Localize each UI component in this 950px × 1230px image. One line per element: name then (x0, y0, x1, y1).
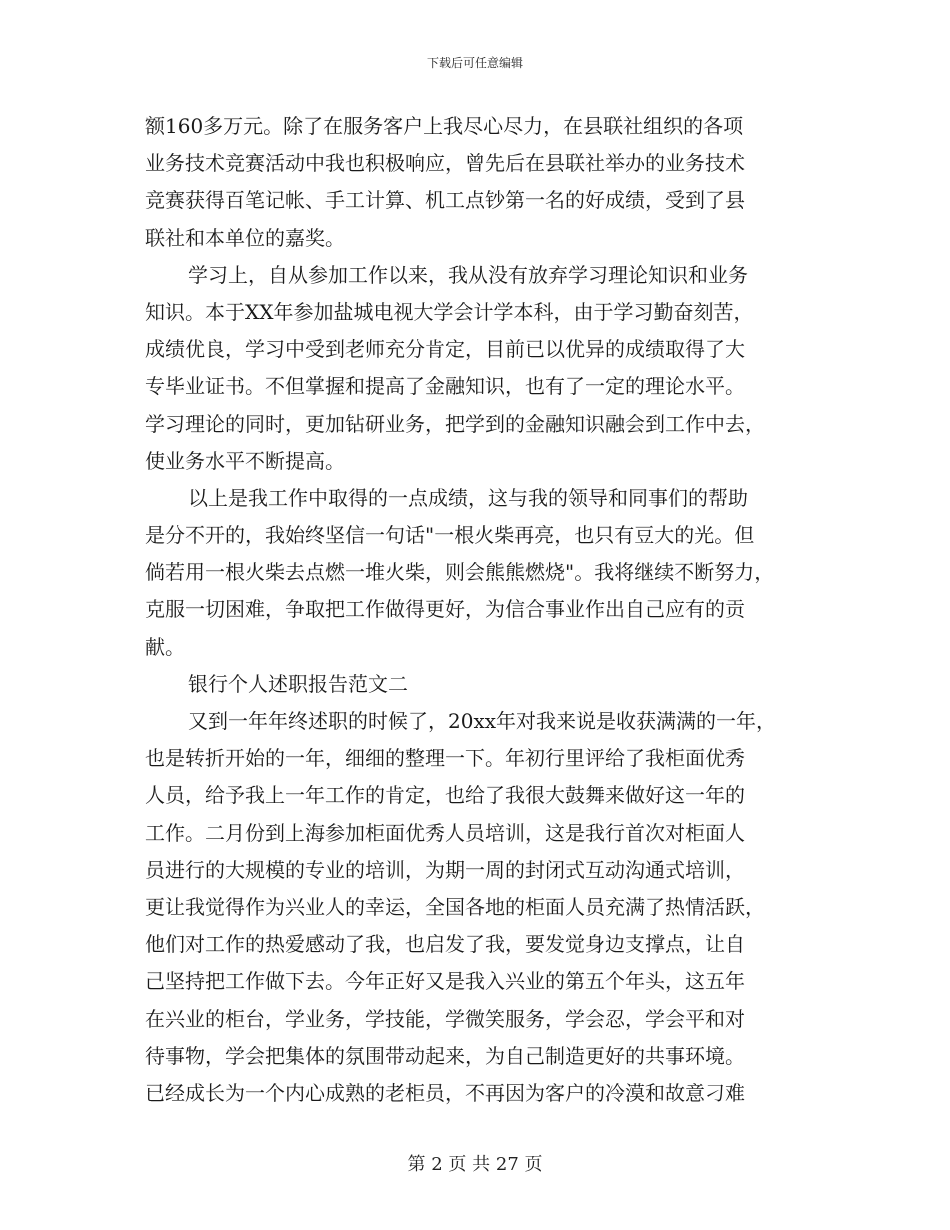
text-line: 工作。二月份到上海参加柜面优秀人员培训，这是我行首次对柜面人 (145, 820, 745, 845)
text-line: 银行个人述职报告范文二 (188, 671, 408, 696)
text-line: 人员，给予我上一年工作的肯定，也给了我很大鼓舞来做好这一年的 (145, 783, 745, 808)
footer-prefix: 第 (407, 1154, 426, 1175)
text-line: 学习上，自从参加工作以来，我从没有放弃学习理论知识和业务 (188, 262, 748, 287)
footer-suffix: 页 (524, 1154, 543, 1175)
text-line: 员进行的大规模的专业的培训，为期一周的封闭式互动沟通式培训， (145, 857, 745, 882)
text-line: 已经成长为一个内心成熟的老柜员，不再因为客户的冷漠和故意刁难 (145, 1080, 745, 1105)
text-line: 竞赛获得百笔记帐、手工计算、机工点钞第一名的好成绩，受到了县 (145, 188, 745, 213)
text-line: 也是转折开始的一年，细细的整理一下。年初行里评给了我柜面优秀 (145, 746, 745, 771)
footer-middle: 页 共 (448, 1154, 491, 1175)
footer-total-pages: 27 (495, 1154, 519, 1175)
text-line: 学习理论的同时，更加钻研业务，把学到的金融知识融会到工作中去， (145, 411, 765, 436)
document-body (145, 108, 815, 1112)
text-line: 待事物，学会把集体的氛围带动起来，为自己制造更好的共事环境。 (145, 1043, 745, 1068)
text-line: 以上是我工作中取得的一点成绩，这与我的领导和同事们的帮助 (188, 485, 748, 510)
text-line: 成绩优良，学习中受到老师充分肯定，目前已以优异的成绩取得了大 (145, 337, 745, 362)
text-line: 献。 (145, 634, 185, 659)
text-line: 他们对工作的热爱感动了我，也启发了我，要发觉身边支撑点，让自 (145, 932, 745, 957)
page-footer (0, 1150, 950, 1176)
text-line: 又到一年年终述职的时候了，20xx年对我来说是收获满满的一年， (188, 709, 777, 733)
text-line: 己坚持把工作做下去。今年正好又是我入兴业的第五个年头，这五年 (145, 969, 745, 994)
text-line: 额160多万元。除了在服务客户上我尽心尽力，在县联社组织的各项 (145, 114, 744, 138)
text-line: 使业务水平不断提高。 (145, 448, 345, 473)
text-line: 业务技术竞赛活动中我也积极响应，曾先后在县联社举办的业务技术 (145, 151, 745, 176)
page-header-note: 下载后可任意编辑 (426, 56, 523, 70)
text-line: 知识。本于XX年参加盐城电视大学会计学本科，由于学习勤奋刻苦， (145, 299, 754, 324)
text-line: 倘若用一根火柴去点燃一堆火柴，则会熊熊燃烧"。我将继续不断努力， (145, 560, 775, 585)
footer-page-number: 2 (431, 1154, 443, 1175)
text-line: 在兴业的柜台，学业务，学技能，学微笑服务，学会忍，学会平和对 (145, 1006, 745, 1031)
text-line: 是分不开的，我始终坚信一句话"一根火柴再亮，也只有豆大的光。但 (145, 523, 755, 548)
text-line: 更让我觉得作为兴业人的幸运，全国各地的柜面人员充满了热情活跃， (145, 894, 765, 919)
text-line: 联社和本单位的嘉奖。 (145, 225, 345, 250)
text-line: 专毕业证书。不但掌握和提高了金融知识，也有了一定的理论水平。 (145, 374, 745, 399)
text-line: 克服一切困难，争取把工作做得更好，为信合事业作出自己应有的贡 (145, 597, 745, 622)
